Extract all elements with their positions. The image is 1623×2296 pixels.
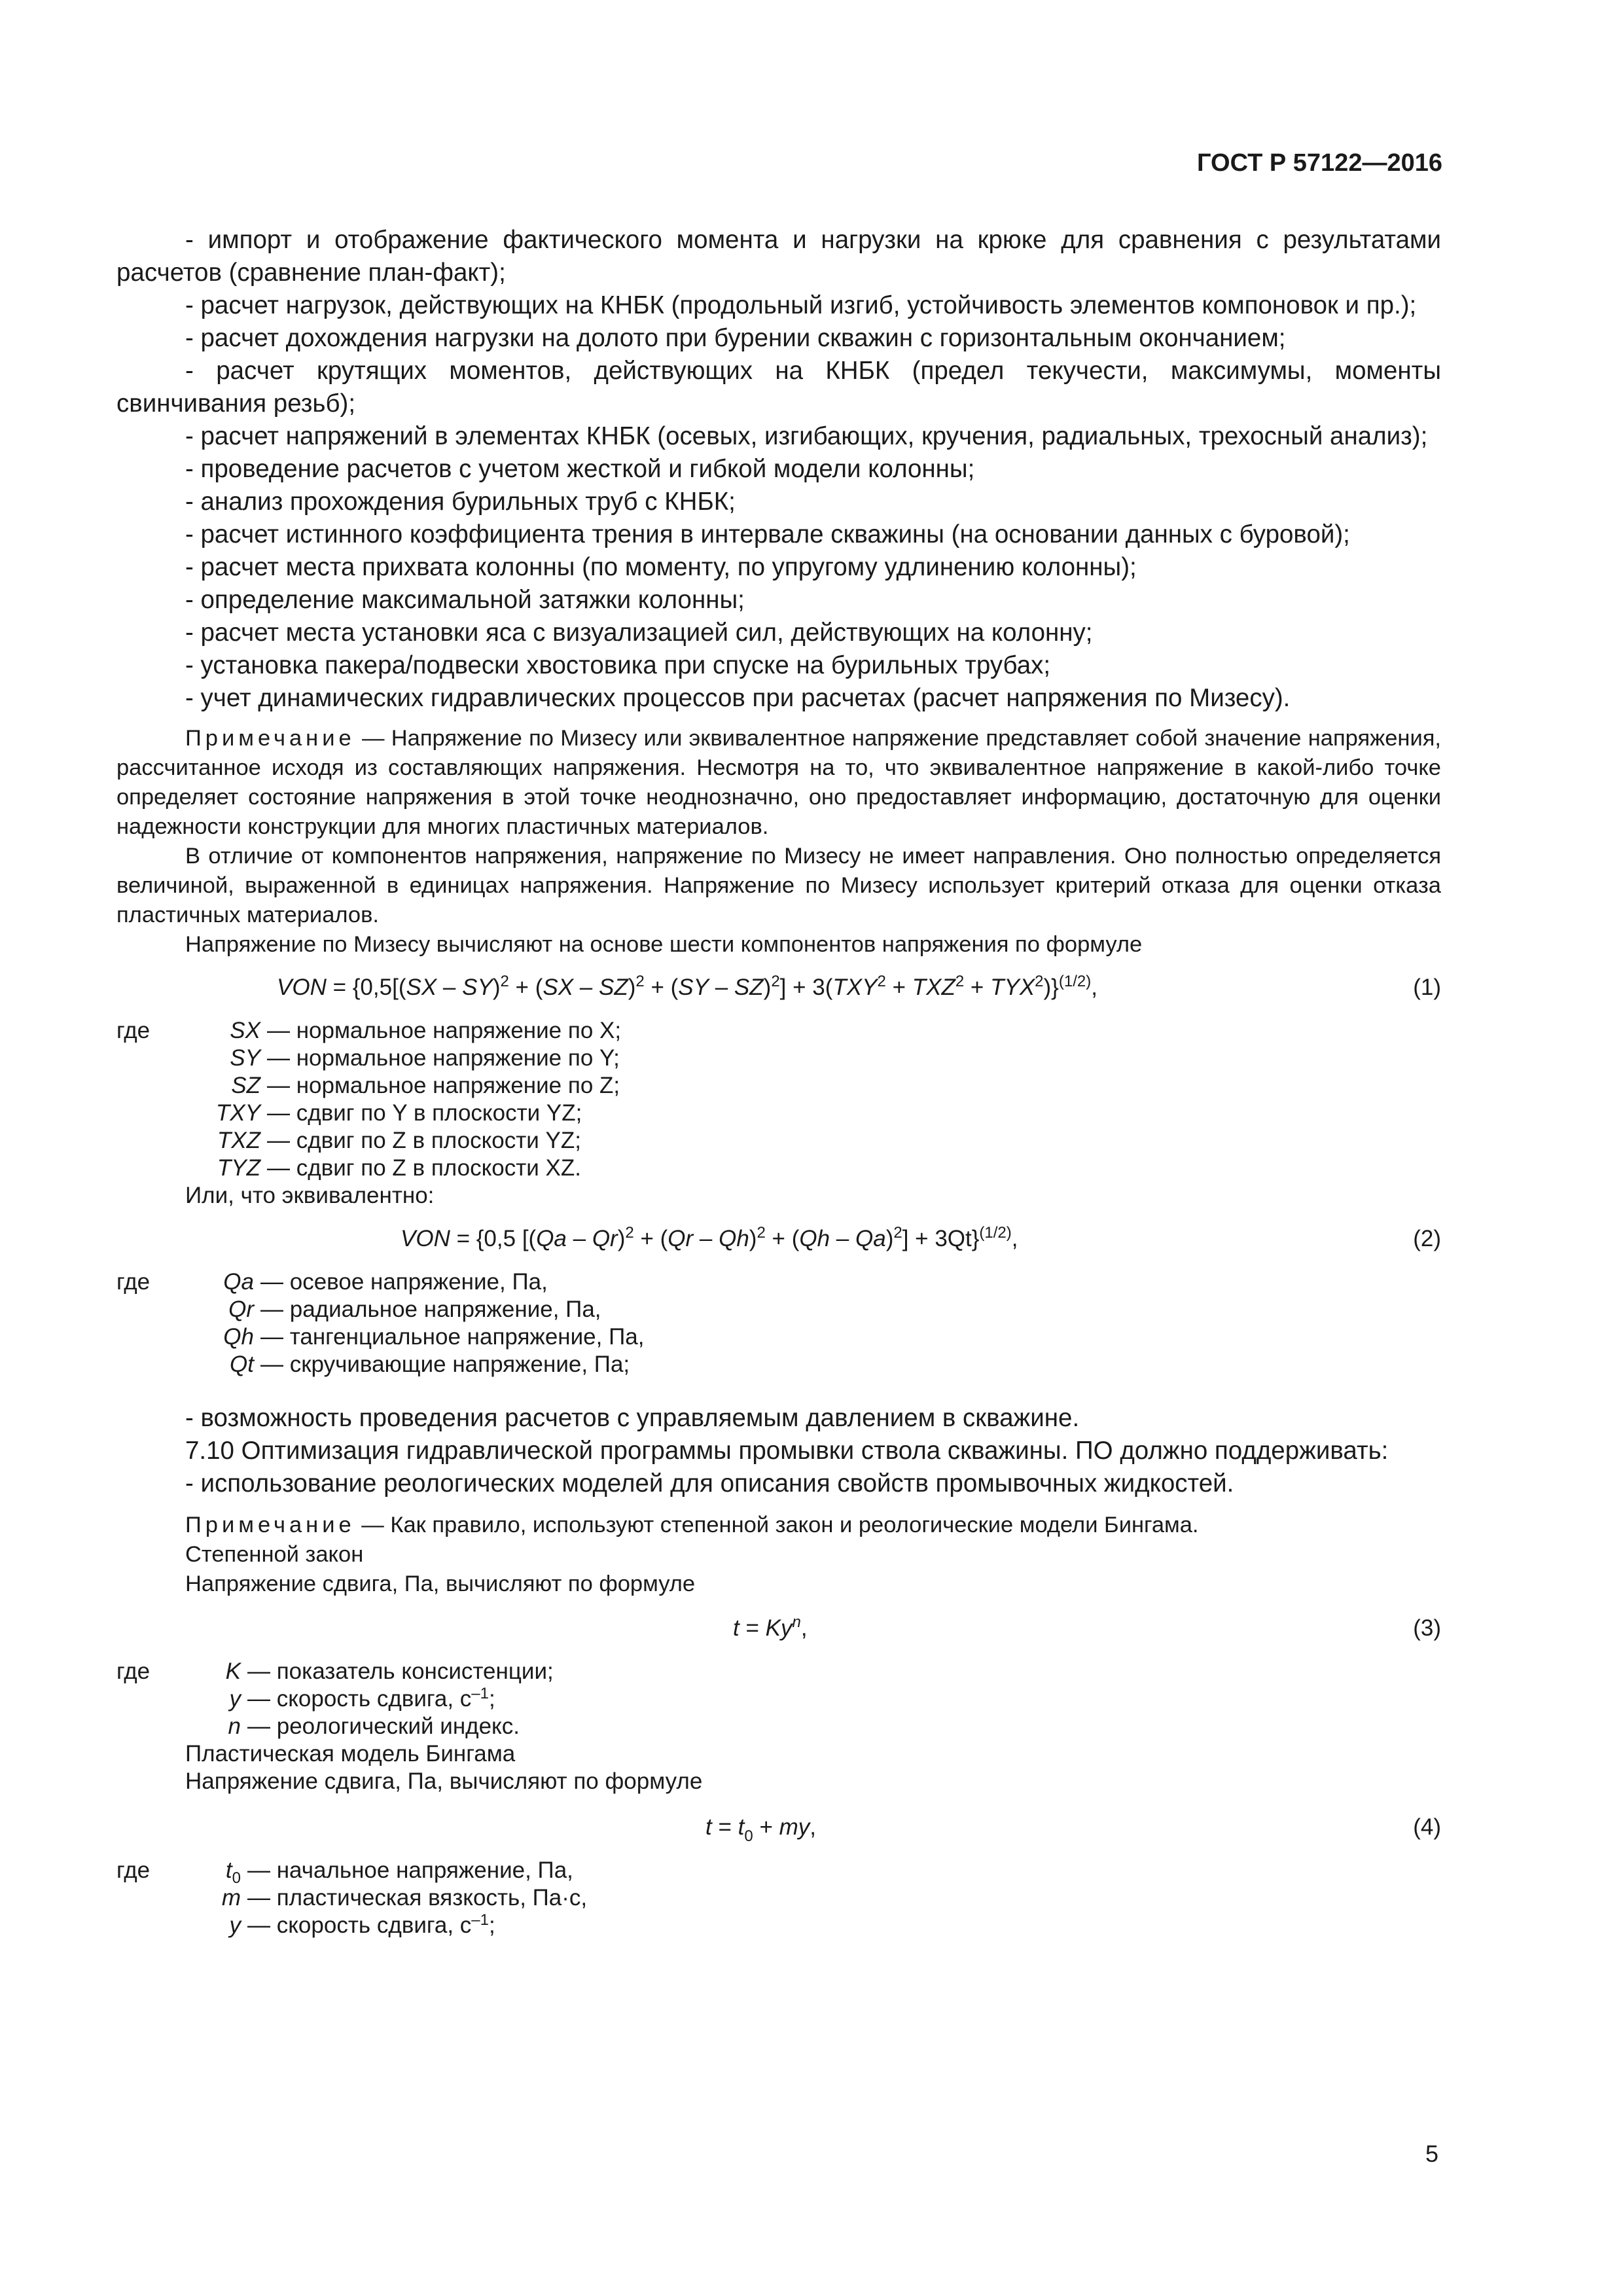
note-label: Примечание: [185, 1513, 355, 1537]
or-equivalent-text: Или, что эквивалентно:: [185, 1183, 435, 1208]
formula-2-expression: VON = {0,5 [(Qa – Qr)$^2$ + (Qr – Qh)$^2$ + (Qh – Qa)$^2$] + 3Qt}$^{(1/2)}$,: [401, 1224, 1018, 1251]
document-code: ГОСТ Р 57122—2016: [1197, 149, 1442, 177]
where-list-1: [116, 1017, 1441, 1182]
list-item: - расчет места установки яса с визуализацией сил, действующих на колонну;: [185, 619, 1093, 647]
list-item: - учет динамических гидравлических процессов при расчетах (расчет напряжения по Мизесу).: [185, 684, 1291, 712]
list-item: - расчет напряжений в элементах КНБК (осевых, изгибающих, кручения, радиальных, трехосный анализ);: [185, 422, 1428, 450]
list-item: - расчет места прихвата колонны (по моменту, по упругому удлинению колонны);: [185, 553, 1137, 581]
note-text: — Как правило, используют степенной закон и реологические модели Бингама.: [355, 1513, 1199, 1537]
formula-3: [116, 1605, 1441, 1651]
formula-1: [116, 965, 1441, 1011]
where-row: где Qa — осевое напряжение, Па,: [116, 1269, 548, 1295]
list-item: - расчет крутящих моментов, действующих на КНБК (предел текучести, максимумы, моменты свинчивания резьб);: [116, 357, 1441, 418]
list-item: - установка пакера/подвески хвостовика при спуске на бурильных трубах;: [185, 651, 1051, 679]
formula-number: (1): [1413, 975, 1441, 1000]
note-paragraph: Напряжение сдвига, Па, вычисляют по формуле: [185, 1768, 703, 1794]
note-paragraph: В отличие от компонентов напряжения, напряжение по Мизесу не имеет направления. Оно полностью определяется величиной, выраженной в единицах напряжения. Напряжение по Мизесу использует критерий отказа для оценки отказа пластичных материалов.: [116, 844, 1441, 927]
note-paragraph: Напряжение по Мизесу вычисляют на основе шести компонентов напряжения по формуле: [185, 932, 1143, 957]
where-row: y — скорость сдвига, $с^{-1}$;: [229, 1911, 495, 1938]
where-list-3: [116, 1658, 1441, 1740]
note-label: Примечание: [185, 726, 355, 751]
formula-2: [116, 1216, 1441, 1262]
page-number: 5: [1425, 2140, 1438, 2167]
where-row: m — пластическая вязкость, Па·с,: [221, 1885, 588, 1910]
where-row: TXY — сдвиг по Y в плоскости YZ;: [215, 1100, 582, 1126]
where-row: Qh — тангенциальное напряжение, Па,: [223, 1324, 645, 1350]
where-row: где $t_0$ — начальное напряжение, Па,: [116, 1857, 573, 1887]
model-title: Степенной закон: [185, 1542, 364, 1567]
formula-4-expression: $t = t_0$ + my,: [705, 1814, 816, 1845]
where-row: TXZ — сдвиг по Z в плоскости YZ;: [217, 1128, 582, 1153]
page-content: [116, 224, 1441, 1939]
where-row: SY — нормальное напряжение по Y;: [230, 1045, 620, 1071]
section-7-10: [116, 1402, 1441, 1500]
formula-4: [116, 1804, 1441, 1850]
where-row: Qt — скручивающие напряжение, Па;: [230, 1352, 630, 1377]
list-item: - определение максимальной затяжки колонны;: [185, 586, 745, 614]
note-text: — Напряжение по Мизесу или эквивалентное напряжение представляет собой значение напряжения, рассчитанное исходя из составляющих напряжения. Несмотря на то, что эквивалентное напряжение в какой-либо точке определяет состояние напряжения в этой точке неоднозначно, оно предоставляет информацию, достаточную для оценки надежности конструкции для многих пластичных материалов.: [116, 726, 1441, 839]
formula-3-expression: $t = Ky^n$,: [733, 1613, 808, 1641]
formula-1-expression: VON = $\{0,5[(SX - SY)^2 + (SX - SZ)^2 + (SY - SZ)^2] + 3(TXY^2 + TXZ^2 + TYX^2)\}^{(1/2)}$,: [277, 973, 1097, 1000]
formula-number: (4): [1413, 1814, 1441, 1840]
where-row: где K — показатель консистенции;: [116, 1659, 554, 1684]
list-item: - импорт и отображение фактического момента и нагрузки на крюке для сравнения с результатами расчетов (сравнение план-факт);: [116, 226, 1441, 287]
where-row: TYZ — сдвиг по Z в плоскости XZ.: [217, 1155, 582, 1181]
list-item: - проведение расчетов с учетом жесткой и гибкой модели колонны;: [185, 455, 975, 483]
formula-number: (2): [1413, 1226, 1441, 1251]
list-item: - использование реологических моделей для описания свойств промывочных жидкостей.: [185, 1469, 1234, 1498]
list-item: - возможность проведения расчетов с управляемым давлением в скважине.: [185, 1404, 1080, 1432]
list-item: - расчет истинного коэффициента трения в интервале скважины (на основании данных с буровой);: [185, 520, 1350, 548]
where-row: где SX — нормальное напряжение по X;: [116, 1018, 622, 1043]
list-item: - расчет нагрузок, действующих на КНБК (продольный изгиб, устойчивость элементов компоновок и пр.);: [185, 291, 1417, 319]
model-title: Пластическая модель Бингама: [185, 1741, 516, 1767]
where-list-4: [116, 1857, 1441, 1939]
list-item: - расчет дохождения нагрузки на долото при бурении скважин с горизонтальным окончанием;: [185, 324, 1286, 352]
where-list-2: [116, 1268, 1441, 1378]
where-row: y — скорость сдвига, $с^{-1}$;: [229, 1685, 495, 1712]
formula-number: (3): [1413, 1615, 1441, 1641]
where-row: n — реологический индекс.: [228, 1713, 520, 1739]
note-von-mises: [116, 724, 1441, 960]
feature-list: [116, 224, 1441, 715]
section-heading: 7.10 Оптимизация гидравлической программы промывки ствола скважины. ПО должно поддерживать:: [185, 1437, 1389, 1465]
note-paragraph: Напряжение сдвига, Па, вычисляют по формуле: [185, 1571, 696, 1596]
where-row: SZ — нормальное напряжение по Z;: [231, 1073, 620, 1098]
where-row: Qr — радиальное напряжение, Па,: [228, 1297, 601, 1322]
note-rheology: [116, 1511, 1441, 1599]
list-item: - анализ прохождения бурильных труб с КНБК;: [185, 488, 736, 516]
